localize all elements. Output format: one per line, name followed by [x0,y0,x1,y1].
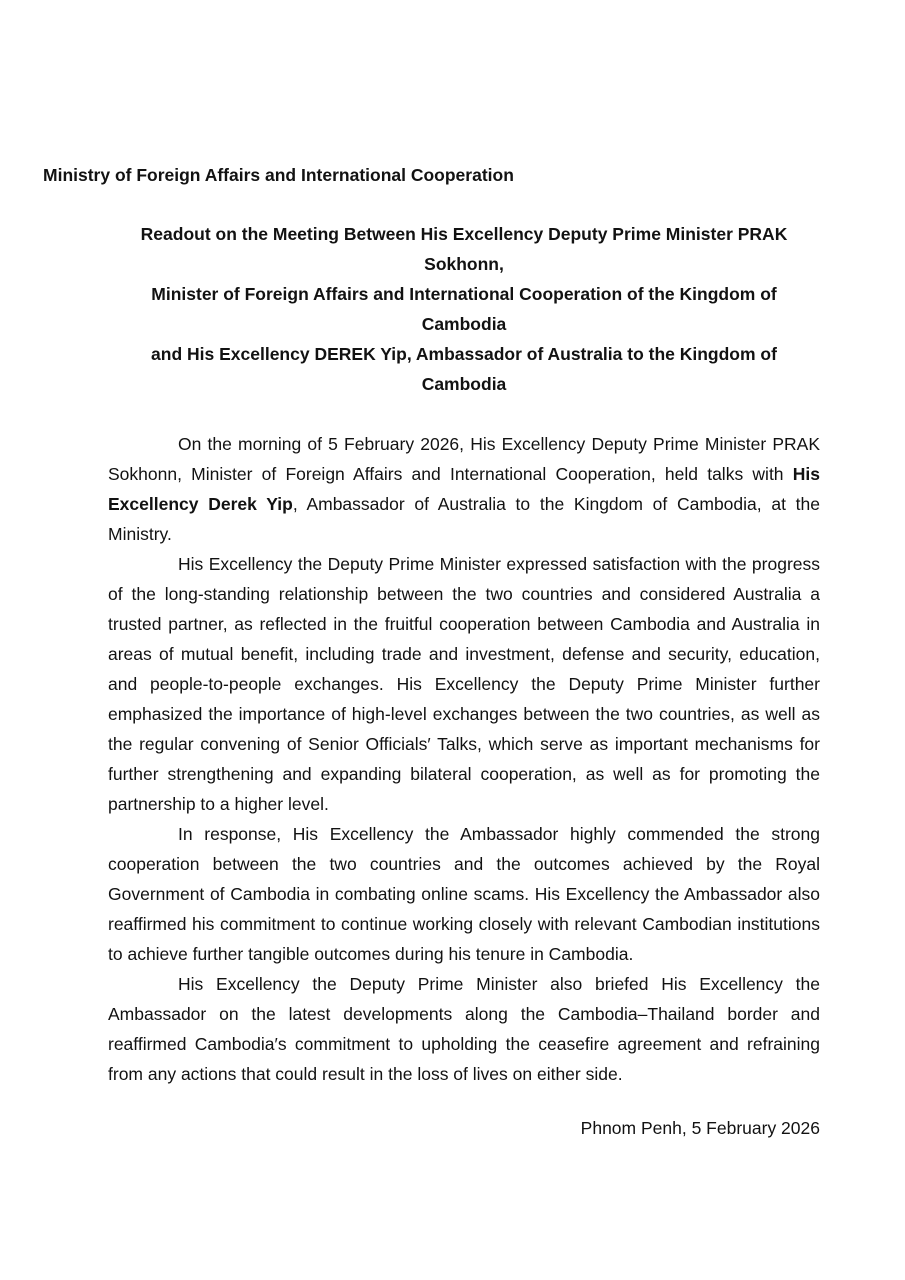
paragraph-border-briefing: His Excellency the Deputy Prime Minister also briefed His Excellency the Ambassador on the latest developments along the Cambodia–Thailand border and reaffirmed Cambodia′s commitment to upholding the ceasefire agreement and refraining from any actions that could result in the loss of lives on either side. [108,974,820,1084]
ministry-heading: Ministry of Foreign Affairs and International Cooperation [43,165,514,185]
dateline: Phnom Penh, 5 February 2026 [580,1118,820,1138]
paragraph-meeting-intro [108,429,820,549]
document-title [108,219,820,399]
paragraph-text: On the morning of 5 February 2026, His Excellency Deputy Prime Minister PRAK Sokhonn, Minister of Foreign Affairs and International Cooperation, held talks with [108,434,820,484]
title-line-1: Readout on the Meeting Between His Excellency Deputy Prime Minister PRAK Sokhonn, [140,224,788,274]
paragraph-dpm-remarks: His Excellency the Deputy Prime Minister expressed satisfaction with the progress of the long-standing relationship between the two countries and considered Australia a trusted partner, as reflected in the fruitful cooperation between Cambodia and Australia in areas of mutual benefit, including trade and investment, defense and security, education, and people-to-people exchanges. His Excellency the Deputy Prime Minister further emphasized the importance of high-level exchanges between the two countries, as well as the regular convening of Senior Officials′ Talks, which serve as important mechanisms for further strengthening and expanding bilateral cooperation, as well as for promoting the partnership to a higher level. [108,554,820,814]
title-line-3: and His Excellency DEREK Yip, Ambassador of Australia to the Kingdom of Cambodia [151,344,777,394]
paragraph-text: , Ambassador of Australia to the Kingdom of Cambodia, at the Ministry. [108,494,820,544]
document-content [108,219,820,1143]
bold-ambassador-name: His Excellency Derek Yip [108,464,820,514]
title-line-2: Minister of Foreign Affairs and International Cooperation of the Kingdom of Cambodia [151,284,777,334]
paragraph-ambassador-response: In response, His Excellency the Ambassador highly commended the strong cooperation between the two countries and the outcomes achieved by the Royal Government of Cambodia in combating online scams. His Excellency the Ambassador also reaffirmed his commitment to continue working closely with relevant Cambodian institutions to achieve further tangible outcomes during his tenure in Cambodia. [108,824,820,964]
